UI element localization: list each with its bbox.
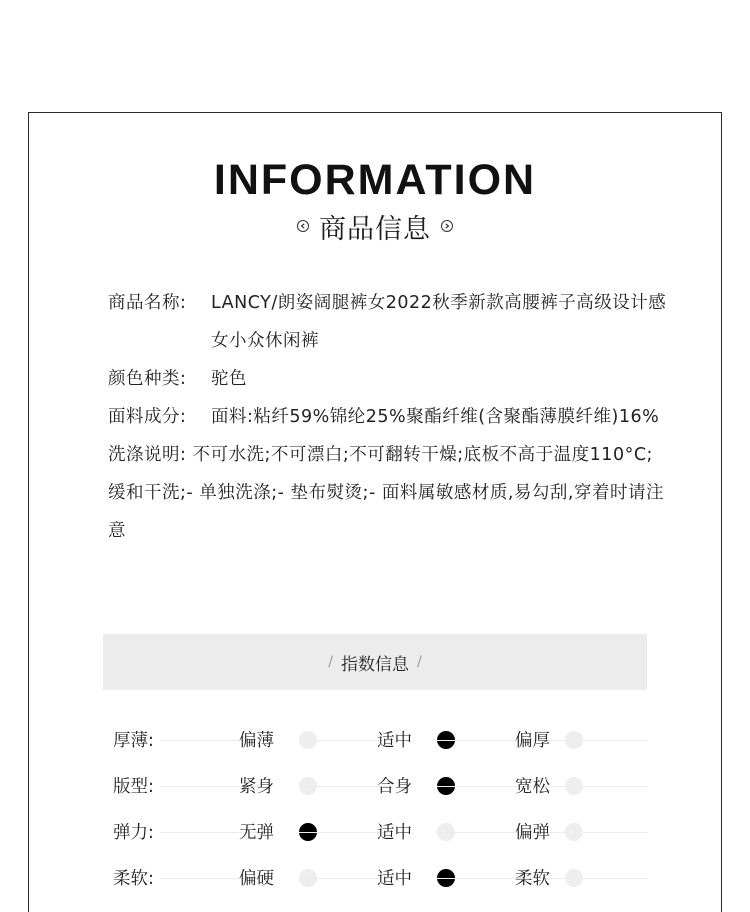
- index-option: [437, 810, 657, 856]
- info-value: 面料:粘纤59%锦纶25%聚酯纤维(含聚酯薄膜纤维)16%: [211, 407, 660, 427]
- title-chinese-row: [0, 206, 750, 246]
- index-option: [161, 718, 321, 764]
- info-label: 洗涤说明:: [108, 445, 187, 465]
- index-option: [299, 810, 459, 856]
- index-row-label: 厚薄:: [113, 731, 154, 751]
- info-value: LANCY/朗姿阔腿裤女2022秋季新款高腰裤子高级设计感女小众休闲裤: [211, 293, 667, 351]
- divider-slash: /: [417, 654, 422, 670]
- option-label: 宽松: [515, 777, 550, 797]
- info-value: 不可水洗;不可漂白;不可翻转干燥;底板不高于温度110°C;缓和干洗;- 单独洗涤;- 垫布熨烫;- 面料属敏感材质,易勾刮,穿着时请注意: [108, 445, 664, 541]
- option-label: 无弹: [239, 823, 274, 843]
- index-option: [299, 764, 459, 810]
- index-row-label: 柔软:: [113, 869, 154, 889]
- title-english: INFORMATION: [213, 156, 537, 204]
- index-row-elasticity: [113, 810, 653, 856]
- info-row-name: [108, 284, 668, 360]
- option-label: 偏薄: [239, 731, 274, 751]
- unselected-dot-icon: [565, 777, 583, 795]
- index-option: [161, 810, 321, 856]
- option-divider-line: [299, 740, 389, 741]
- info-label: 颜色种类:: [108, 369, 187, 389]
- index-row-fit: [113, 764, 653, 810]
- unselected-dot-icon: [565, 869, 583, 887]
- option-label: 合身: [377, 777, 412, 797]
- option-label: 适中: [377, 731, 412, 751]
- title-chinese: 商品信息: [319, 213, 431, 245]
- info-row-washing: [108, 436, 668, 550]
- option-label: 偏弹: [515, 823, 550, 843]
- info-value: 驼色: [211, 369, 247, 389]
- option-label: 偏硬: [239, 869, 274, 889]
- index-option: [161, 856, 321, 902]
- product-info: [108, 284, 668, 550]
- option-divider-line: [299, 832, 389, 833]
- index-row-label: 版型:: [113, 777, 154, 797]
- option-label: 适中: [377, 823, 412, 843]
- index-row-label: 弹力:: [113, 823, 154, 843]
- option-label: 适中: [377, 869, 412, 889]
- option-label: 柔软: [515, 869, 550, 889]
- index-option: [161, 764, 321, 810]
- index-section-title: 指数信息: [341, 654, 409, 675]
- unselected-dot-icon: [565, 823, 583, 841]
- index-row-softness: [113, 856, 653, 902]
- circle-arrow-left-icon: [297, 220, 309, 232]
- index-option: [299, 856, 459, 902]
- index-option: [437, 856, 657, 902]
- info-row-color: [108, 360, 668, 398]
- option-divider-line: [299, 786, 389, 787]
- index-row-thickness: [113, 718, 653, 764]
- index-option: [437, 764, 657, 810]
- option-divider-line: [299, 878, 389, 879]
- option-label: 偏厚: [515, 731, 550, 751]
- index-option: [299, 718, 459, 764]
- option-label: 紧身: [239, 777, 274, 797]
- index-section-header: [103, 634, 647, 690]
- index-option: [437, 718, 657, 764]
- info-label: 面料成分:: [108, 407, 187, 427]
- info-row-fabric: [108, 398, 668, 436]
- unselected-dot-icon: [565, 731, 583, 749]
- info-label: 商品名称:: [108, 293, 187, 313]
- circle-arrow-right-icon: [441, 220, 453, 232]
- divider-slash: /: [328, 654, 333, 670]
- index-grid: [113, 718, 653, 902]
